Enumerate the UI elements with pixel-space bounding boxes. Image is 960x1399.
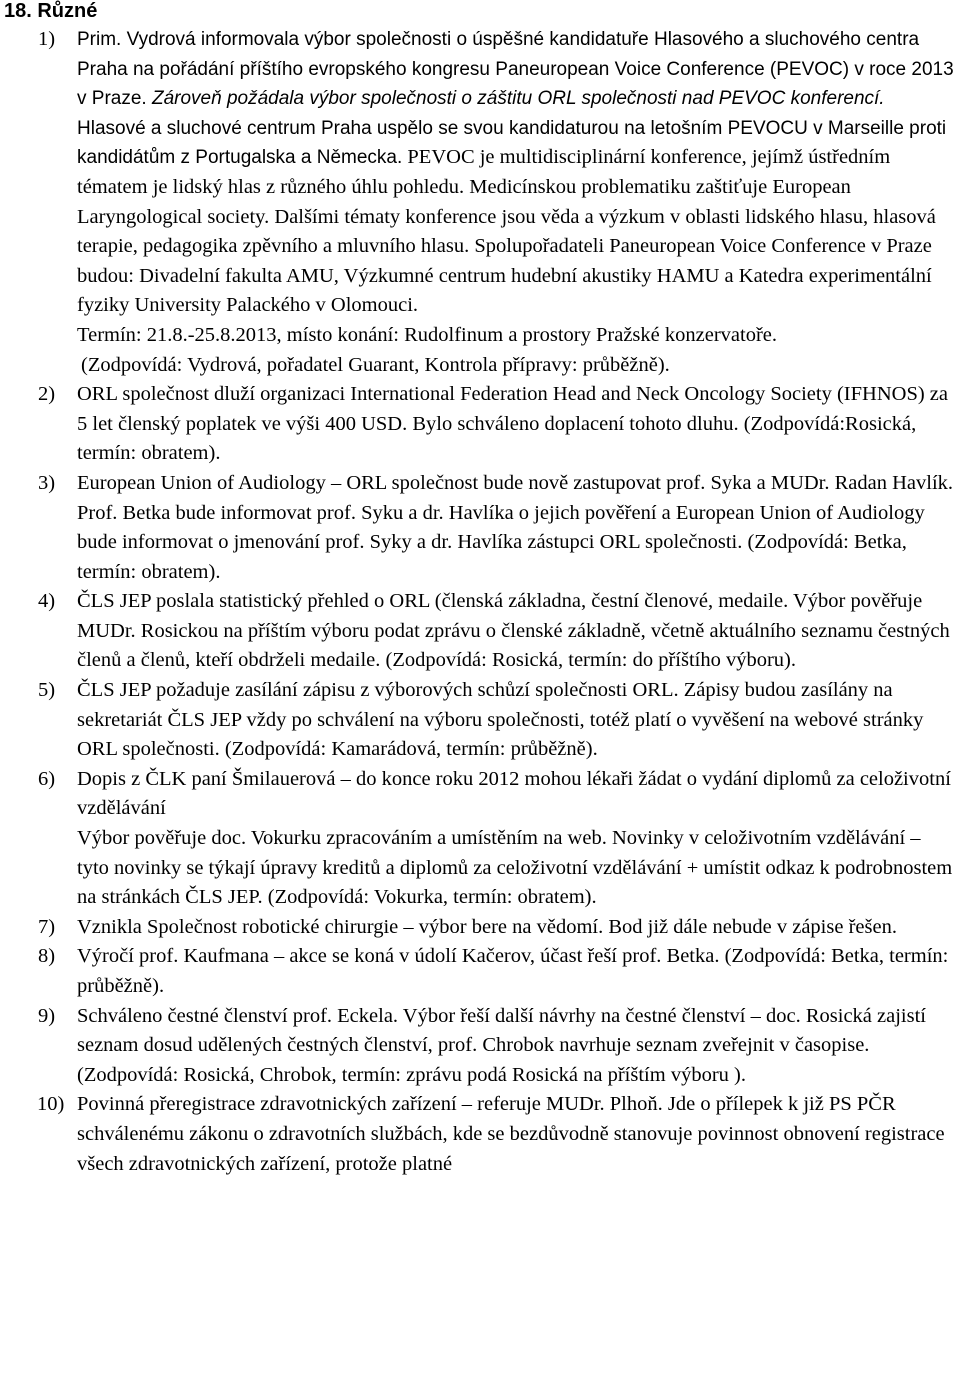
- list-item-text: [77, 676, 955, 765]
- list-item-number: 8): [38, 945, 56, 968]
- text-run: Vznikla Společnost robotické chirurgie – výbor bere na vědomí. Bod již dále nebude v zápise řešen.: [77, 915, 897, 938]
- text-run: ČLS JEP poslala statistický přehled o ORL (členská základna, čestní členové, medaile. Výbor pověřuje MUDr. Rosickou na příštím výboru podat zprávu o členské základně, včetně aktuálního seznamu čestných členů a členů, kteří obdrželi medaile. (Zodpovídá: Rosická, termín: do příštího výboru).: [77, 590, 950, 672]
- list-item: [0, 942, 955, 1001]
- list-item-number: 1): [38, 28, 56, 50]
- list-item-text: [77, 1002, 955, 1091]
- list-item-text: [77, 942, 955, 1001]
- list-item-extra-line: Termín: 21.8.-25.8.2013, místo konání: Rudolfinum a prostory Pražské konzervatoře.: [77, 323, 777, 346]
- list-item: [0, 1090, 955, 1179]
- list-item-text: [77, 1090, 955, 1179]
- list-item-extra-line: (Zodpovídá: Vydrová, pořadatel Guarant, Kontrola přípravy: průběžně).: [81, 353, 670, 376]
- list-item-extra-line: Výbor pověřuje doc. Vokurku zpracováním a umístěním na web. Novinky v celoživotním vzdělávání – tyto novinky se týkají úpravy kreditů a diplomů za celoživotní vzdělávání + umístit odkaz k podrobnostem na stránkách ČLS JEP. (Zodpovídá: Vokurka, termín: obratem).: [77, 827, 953, 909]
- text-run: Hlasové a sluchové centrum Praha uspělo se svou kandidaturou na letošním PEVOCU v Marseille proti kandidátům z Portugalska a Německa.: [77, 117, 947, 169]
- text-run: Prim. Vydrová informovala výbor společnosti o úspěšné kandidatuře Hlasového a sluchového centra Praha na pořádání příštího evropského kongresu Paneuropean Voice Conference (PEVOC) v roce 2013 v Praze.: [77, 29, 954, 110]
- numbered-list: [0, 25, 955, 1179]
- list-item-number: 5): [38, 679, 56, 702]
- text-run: Dopis z ČLK paní Šmilauerová – do konce roku 2012 mohou lékaři žádat o vydání diplomů za celoživotní vzdělávání: [77, 767, 951, 820]
- list-item-text: [77, 380, 955, 469]
- text-run: Schváleno čestné členství prof. Eckela. Výbor řeší další návrhy na čestné členství – doc. Rosická zajistí seznam dosud udělených čestných členství, prof. Chrobok navrhuje seznam zveřejnit v časopise. (Zodpovídá: Rosická, Chrobok, termín: zprávu podá Rosická na příštím výboru ).: [77, 1004, 926, 1086]
- list-item: [0, 380, 955, 469]
- list-item-number: 2): [38, 383, 56, 406]
- list-item: [0, 1002, 955, 1091]
- text-run: Výročí prof. Kaufmana – akce se koná v údolí Kačerov, účast řeší prof. Betka. (Zodpovídá: Betka, termín: průběžně).: [77, 945, 949, 997]
- text-run: ČLS JEP požaduje zasílání zápisu z výborových schůzí společnosti ORL. Zápisy budou zasílány na sekretariát ČLS JEP vždy po schválení na výboru společnosti, totéž platí o vyvěšení na webové stránky ORL společnosti. (Zodpovídá: Kamarádová, termín: průběžně).: [77, 679, 924, 761]
- list-item-text: [77, 469, 955, 587]
- list-item: [0, 587, 955, 676]
- list-item-number: 10): [37, 1093, 65, 1116]
- list-item-number: 3): [38, 471, 56, 494]
- section-heading: 18. Různé: [4, 0, 98, 22]
- text-run: European Union of Audiology – ORL společnost bude nově zastupovat prof. Syka a MUDr. Radan Havlík. Prof. Betka bude informovat prof. Syku a dr. Havlíka o jejich pověření a European Union of Audiology bude informovat o jmenování prof. Syky a dr. Havlíka zástupci ORL společnosti. (Zodpovídá: Betka, termín: obratem).: [77, 471, 954, 583]
- text-run: Povinná přeregistrace zdravotnických zařízení – referuje MUDr. Plhoň. Jde o přílepek k již PS PČR schválenému zákonu o zdravotních službách, kde se bezdůvodně stanovuje povinnost obnovení registrace všech zdravotnických zařízení, protože platné: [77, 1093, 945, 1175]
- list-item-text: [77, 587, 955, 676]
- list-item: [0, 25, 955, 380]
- list-item: [0, 913, 955, 943]
- text-run: ORL společnost dluží organizaci International Federation Head and Neck Oncology Society (IFHNOS) za 5 let členský poplatek ve výši 400 USD. Bylo schváleno doplacení tohoto dluhu. (Zodpovídá:Rosická, termín: obratem).: [77, 383, 948, 465]
- text-run: Zároveň požádala výbor společnosti o záštitu ORL společnosti nad PEVOC konferencí.: [146, 88, 885, 110]
- list-item-number: 9): [38, 1004, 56, 1027]
- list-item-number: 4): [38, 590, 56, 613]
- list-item-text: [77, 913, 955, 943]
- list-item-text: [77, 765, 955, 824]
- list-item-number: 6): [38, 767, 56, 790]
- list-item-text: [77, 25, 955, 321]
- list-item-number: 7): [38, 915, 56, 938]
- text-run: PEVOC je multidisciplinární konference, jejímž ústředním tématem je lidský hlas z různého úhlu pohledu. Medicínskou problematiku zaštiťuje European Laryngological society. Dalšími tématy konference jsou věda a výzkum v oblasti lidského hlasu, hlasová terapie, pedagogika zpěvního a mluvního hlasu. Spolupořadateli Paneuropean Voice Conference v Praze budou: Divadelní fakulta AMU, Výzkumné centrum hudební akustiky HAMU a Katedra experimentální fyziky University Palackého v Olomouci.: [77, 146, 936, 317]
- list-item: [0, 676, 955, 765]
- list-item: [0, 469, 955, 587]
- list-item: [0, 765, 955, 913]
